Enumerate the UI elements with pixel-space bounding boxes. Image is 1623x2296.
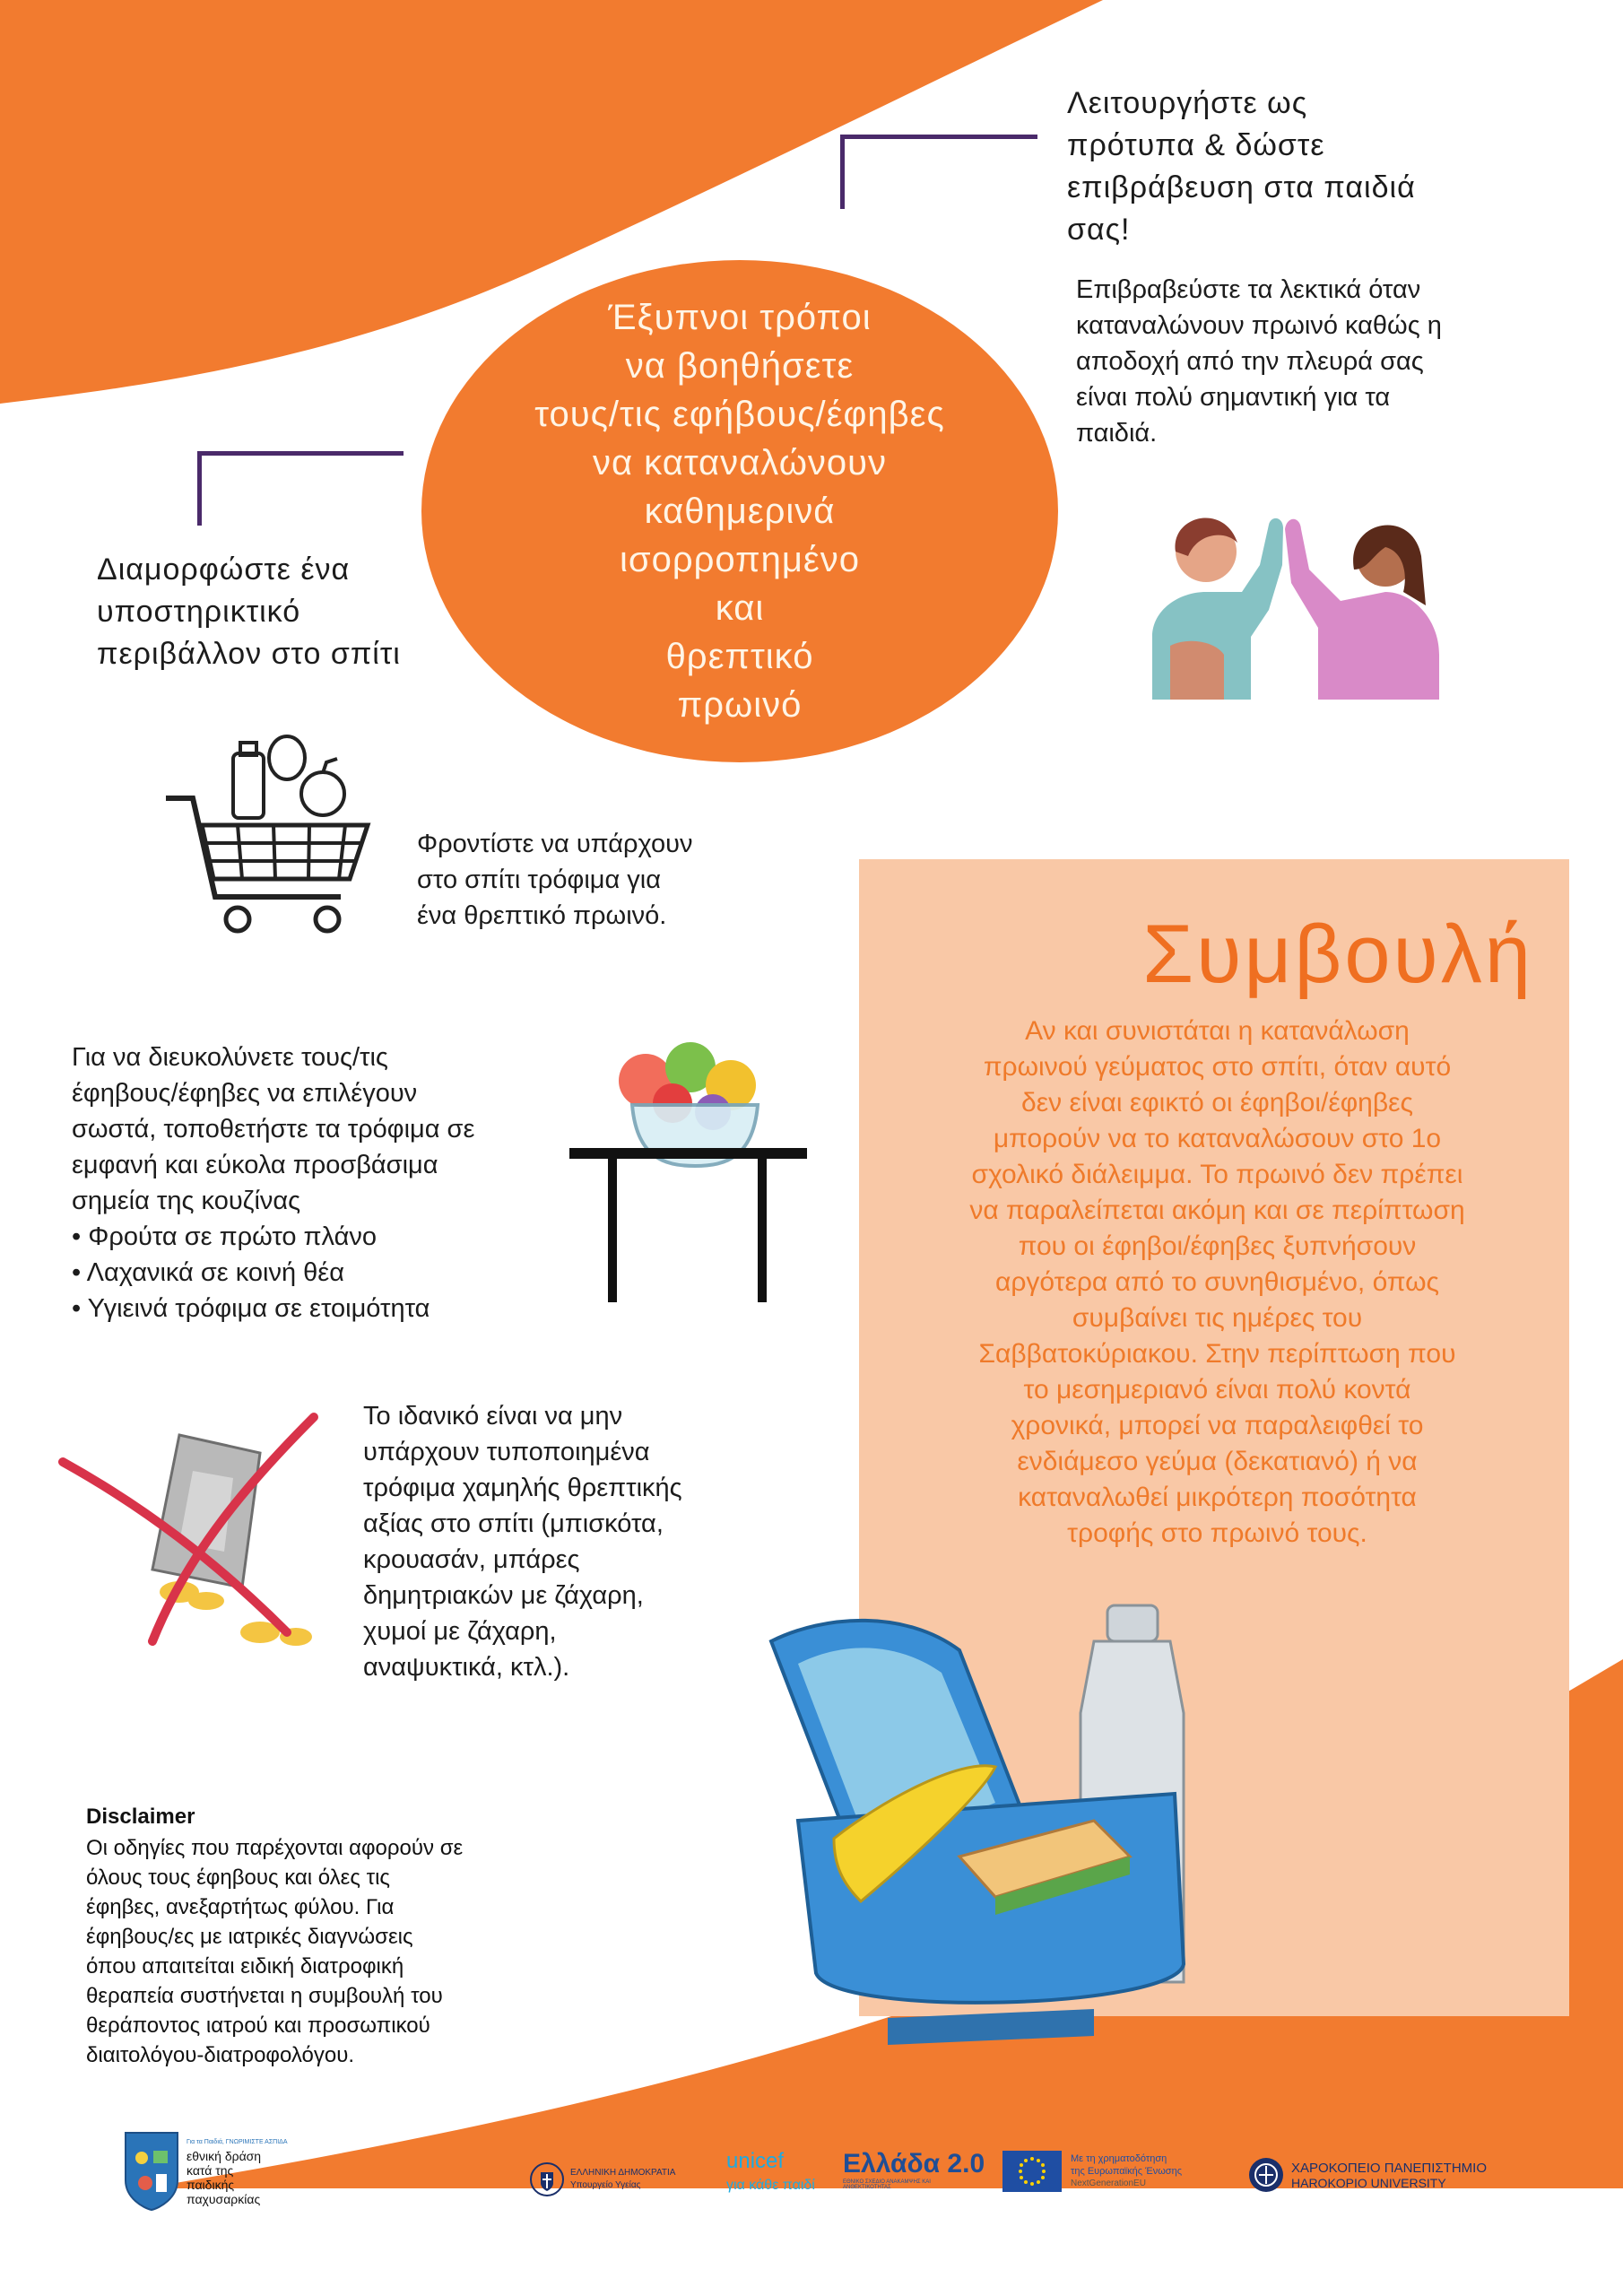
logo1-top: Για τα Παιδιά, ΓΝΩΡΙΜΙΣΤΕ ΑΣΠΙΔΑ bbox=[187, 2139, 288, 2145]
disclaimer-title: Disclaimer bbox=[86, 1805, 195, 1829]
greek-emblem-icon bbox=[529, 2161, 565, 2197]
advice-text: Αν και συνιστάται η κατανάλωση πρωινού γεύματος στο σπίτι, όταν αυτό δεν είναι εφικτό οι έφηβοι/έφηβες μπορούν να το καταναλώσουν στο 1ο σχολικό διάλειμμα. Το πρωινό δεν πρέπει να παραλείπεται ακόμη και σε περίπτωση που οι έφηβοι/έφηβες ξυπνήσουν αργότερα από το συνηθισμένο, όπως συμβαίνει τις ημέρες του Σαββατοκύριακου. Στην περίπτωση που το μεσημεριανό είναι πολύ κοντά χρονικά, μπορεί να παραλειφθεί το ενδιάμεσο γεύμα (δεκατιανό) ή να καταναλωθεί μικρότερη ποσότητα τροφής στο πρωινό τους. bbox=[969, 1016, 1465, 1548]
main-title: Έξυπνοι τρόποι να βοηθήσετε τους/τις εφήβους/έφηβες να καταναλώνουν καθημερινά ισορροπημένο και θρεπτικό πρωινό bbox=[534, 298, 945, 725]
logo-greece-20 bbox=[843, 2149, 985, 2190]
harokopio-gr: ΧΑΡΟΚΟΠΕΙΟ ΠΑΝΕΠΙΣΤΗΜΙΟ bbox=[1291, 2160, 1488, 2176]
logo-greek-gov bbox=[529, 2161, 675, 2197]
logo1-text: εθνική δράση κατά της παιδικής παχυσαρκίας bbox=[187, 2149, 262, 2206]
greece20-title: Ελλάδα 2.0 bbox=[843, 2149, 985, 2179]
eu-sub: NextGenerationEU bbox=[1071, 2179, 1146, 2188]
tip-1-text: Φροντίστε να υπάρχουν στο σπίτι τρόφιμα για ένα θρεπτικό πρωινό. bbox=[417, 830, 693, 930]
logo-national-action bbox=[124, 2131, 288, 2212]
role-model-bracket bbox=[840, 135, 1037, 209]
no-snacks-icon bbox=[54, 1408, 332, 1659]
role-model-text: Επιβραβεύστε τα λεκτικά όταν καταναλώνουν πρωινό καθώς η αποδοχή από την πλευρά σας είναι πολύ σημαντική για τα παιδιά. bbox=[1076, 275, 1442, 448]
logo-eu bbox=[1002, 2151, 1182, 2192]
environment-bracket bbox=[197, 451, 404, 526]
tip-2-text: Για να διευκολύνετε τους/τις έφηβους/έφηβες να επιλέγουν σωστά, τοποθετήστε τα τρόφιμα σε εμφανή και εύκολα προσβάσιμα σημεία της κουζίνας • Φρούτα σε πρώτο πλάνο • Λαχανικά σε κοινή θέα • Υγιεινά τρόφιμα σε ετοιμότητα bbox=[72, 1043, 475, 1323]
main-title-circle bbox=[421, 260, 1058, 762]
role-model-title: Λειτουργήστε ως πρότυπα & δώστε επιβράβευση στα παιδιά σας! bbox=[1067, 86, 1416, 247]
unicef-name: unicef bbox=[726, 2149, 785, 2173]
unicef-tag: για κάθε παιδί bbox=[726, 2178, 815, 2193]
greece20-sub: ΕΘΝΙΚΟ ΣΧΕΔΙΟ ΑΝΑΚΑΜΨΗΣ ΚΑΙ ΑΝΘΕΚΤΙΚΟΤΗΤΑΣ bbox=[843, 2179, 931, 2190]
lunchbox-illustration bbox=[753, 1587, 1219, 2054]
harokopio-emblem-icon bbox=[1248, 2157, 1284, 2193]
shield-logo-icon bbox=[124, 2131, 179, 2212]
environment-title: Διαμορφώστε ένα υποστηρικτικό περιβάλλον στο σπίτι bbox=[97, 552, 401, 671]
gov-text: ΕΛΛΗΝΙΚΗ ΔΗΜΟΚΡΑΤΙΑ Υπουργείο Υγείας bbox=[570, 2168, 676, 2190]
logo-harokopio bbox=[1248, 2157, 1487, 2193]
advice-title: Συμβουλή bbox=[1142, 909, 1533, 1000]
logo-unicef bbox=[726, 2149, 815, 2194]
harokopio-en: HAROKOPIO UNIVERSITY bbox=[1291, 2175, 1446, 2190]
disclaimer-text: Οι οδηγίες που παρέχονται αφορούν σε όλους τους έφηβους και όλες τις έφηβες, ανεξαρτήτως φύλου. Για έφηβους/ες με ιατρικές διαγνώσεις όπου απαιτείται ειδική διατροφική θεραπεία συστήνεται η συμβουλή του θεράποντος ιατρού και προσωπικού διαιτολόγου-διατροφολόγου. bbox=[86, 1836, 464, 2067]
high-five-illustration bbox=[1116, 502, 1475, 700]
tip-3-text: Το ιδανικό είναι να μην υπάρχουν τυποποιημένα τρόφιμα χαμηλής θρεπτικής αξίας στο σπίτι (μπισκότα, κρουασάν, μπάρες δημητριακών με ζάχαρη, χυμοί με ζάχαρη, αναψυκτικά, κτλ.). bbox=[363, 1402, 682, 1682]
eu-text: Με τη χρηματοδότηση της Ευρωπαϊκής Ένωσης bbox=[1071, 2153, 1182, 2177]
fruit-bowl-table-illustration bbox=[565, 1040, 816, 1309]
eu-flag-icon bbox=[1002, 2151, 1062, 2192]
shopping-cart-icon bbox=[161, 726, 395, 951]
